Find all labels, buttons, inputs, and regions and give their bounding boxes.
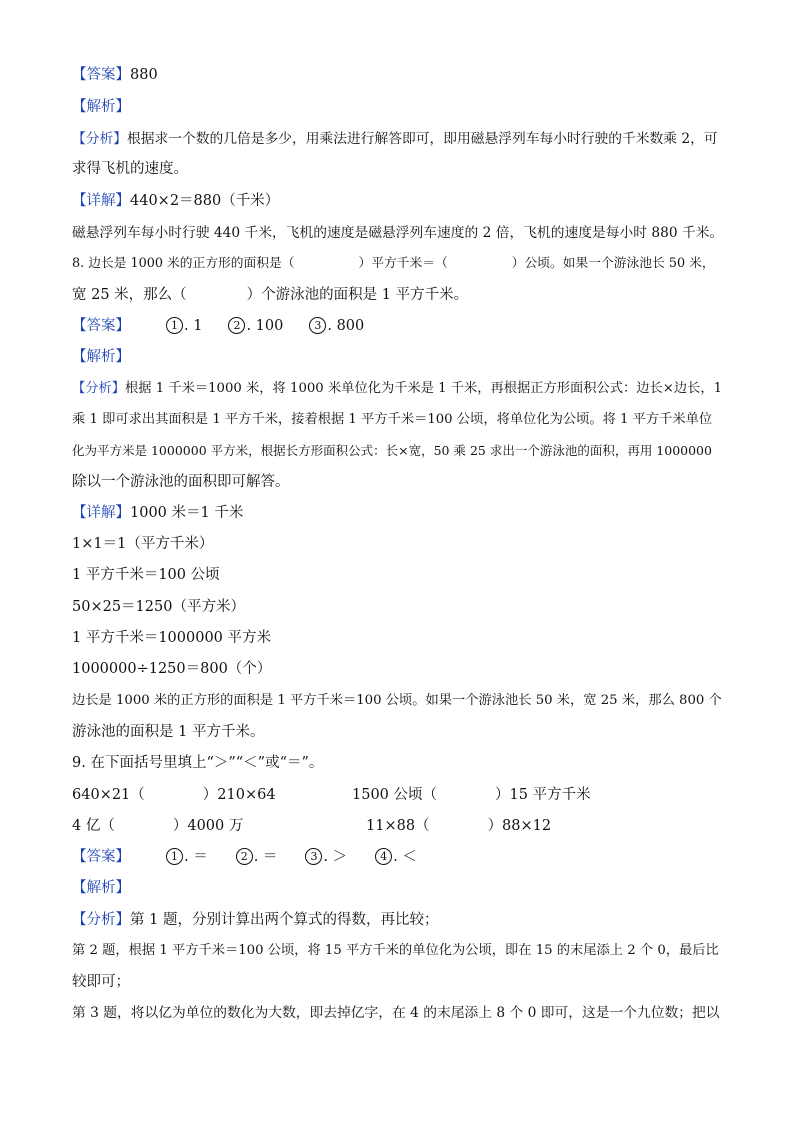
- xiangjie-step: 1000000÷1250＝800（个）: [72, 661, 272, 677]
- q8-fenxi-line-2: 乘 1 即可求出其面积是 1 平方千米，接着根据 1 平方千米＝100 公顷，将单位化为公顷。将 1 平方千米单位: [72, 412, 713, 427]
- q9-item-part: ）15 平方千米: [495, 787, 591, 803]
- answer-item: [309, 318, 364, 334]
- circled-number: 3: [305, 848, 322, 865]
- fenxi-tag: 【分析】: [72, 912, 130, 928]
- analysis-tag: 【解析】: [72, 880, 130, 896]
- q8-analysis-title: [72, 346, 722, 368]
- q9-fenxi-line-3: 较即可；: [72, 974, 130, 990]
- q8-conclusion-line-2: 游泳池的面积是 1 平方千米。: [72, 724, 265, 740]
- q8-conclusion-line-1: 边长是 1000 米的正方形的面积是 1 平方千米＝100 公顷。如果一个游泳池长 50 米，宽 25 米，那么 800 个: [72, 693, 722, 708]
- q8-fenxi-line-3: 化为平方米是 1000000 平方米，根据长方形面积公式：长×宽，50 乘 25 求出一个游泳池的面积，再用 1000000: [72, 443, 712, 458]
- q9-row-1: [72, 784, 722, 806]
- q9-item-part: 640×21（: [72, 787, 145, 803]
- q9-item: [72, 815, 243, 837]
- q9-item-part: 11×88（: [366, 818, 430, 834]
- answer-item-value: . 1: [184, 318, 203, 334]
- q9-fenxi-line-4: 第 3 题，将以亿为单位的数化为大数，即去掉亿字，在 4 的末尾添上 8 个 0 即可，这是一个九位数；把以: [72, 1005, 720, 1021]
- xiangjie-text: 440×2＝880（千米）: [130, 193, 280, 209]
- q9-analysis-title: [72, 877, 722, 899]
- q7-answer-line: [72, 64, 722, 86]
- xiangjie-tag: 【详解】: [72, 505, 130, 521]
- xiangjie-tag: 【详解】: [72, 193, 130, 209]
- q8-xiangjie-line: [72, 502, 722, 524]
- q9-fenxi-line-2: 第 2 题，根据 1 平方千米＝100 公顷，将 15 平方千米的单位化为公顷，即在 15 的末尾添上 2 个 0，最后比: [72, 943, 719, 958]
- q9-answer-line: [72, 846, 722, 868]
- q9-item-part: ）210×64: [202, 787, 276, 803]
- circled-number: 1: [166, 848, 183, 865]
- circled-number: 4: [375, 848, 392, 865]
- q9-row-2: [72, 815, 722, 837]
- answer-item-value: . 800: [327, 318, 365, 334]
- q8-text-part: 宽 25 米，那么（: [72, 287, 187, 303]
- xiangjie-step: 1 平方千米＝100 公顷: [72, 567, 220, 583]
- q8-fenxi-line-4: 除以一个游泳池的面积即可解答。: [72, 474, 290, 490]
- xiangjie-step: 1×1＝1（平方千米）: [72, 536, 214, 552]
- q7-analysis-title: [72, 96, 722, 118]
- q8-fenxi-line-1: [72, 378, 722, 400]
- q8-text-part: 8. 边长是 1000 米的正方形的面积是（: [72, 256, 295, 271]
- answer-item: [228, 318, 283, 334]
- fenxi-text: 根据 1 千米＝1000 米，将 1000 米单位化为千米是 1 千米，再根据正方形面积公式：边长×边长，1: [125, 381, 723, 396]
- q9-fenxi-line-1: [72, 909, 722, 931]
- q7-fenxi-line-1: [72, 128, 722, 150]
- q9-item: [352, 784, 591, 806]
- xiangjie-step: 1 平方千米＝1000000 平方米: [72, 630, 272, 646]
- q9-item-part: ）88×12: [487, 818, 552, 834]
- q8-question-line-1: [72, 253, 722, 275]
- q9-item-part: 4 亿（: [72, 818, 115, 834]
- fenxi-tag: 【分析】: [72, 381, 126, 396]
- q8-text-part: ）平方千米＝（: [358, 256, 448, 271]
- answer-item-value: . ＝: [184, 849, 208, 865]
- q9-item: [72, 784, 276, 806]
- answer-item: [166, 849, 208, 865]
- q8-answer-line: [72, 315, 722, 337]
- answer-item: [305, 849, 347, 865]
- q8-text-part: ）公顷。如果一个游泳池长 50 米，: [511, 256, 715, 271]
- q9-item-part: 1500 公顷（: [352, 787, 438, 803]
- answer-tag: 【答案】: [72, 849, 130, 865]
- fenxi-tag: 【分析】: [72, 131, 128, 147]
- analysis-tag: 【解析】: [72, 349, 130, 365]
- circled-number: 1: [166, 317, 183, 334]
- xiangjie-step: 1000 米＝1 千米: [130, 505, 244, 521]
- q9-item: [366, 815, 551, 837]
- fenxi-text: 第 1 题，分别计算出两个算式的得数，再比较；: [130, 912, 439, 928]
- answer-tag: 【答案】: [72, 67, 130, 83]
- answer-item: [166, 318, 202, 334]
- q9-title: 9. 在下面括号里填上“＞”“＜”或“＝”。: [72, 755, 324, 771]
- answer-item: [375, 849, 417, 865]
- answer-item-value: . ＞: [323, 849, 348, 865]
- q8-question-line-2: [72, 284, 722, 306]
- answer-item-value: . ＝: [253, 849, 278, 865]
- answer-tag: 【答案】: [72, 318, 130, 334]
- circled-number: 2: [236, 848, 253, 865]
- q7-conclusion: 磁悬浮列车每小时行驶 440 千米，飞机的速度是磁悬浮列车速度的 2 倍，飞机的速度是每小时 880 千米。: [72, 225, 724, 241]
- answer-item: [236, 849, 278, 865]
- q8-text-part: ）个游泳池的面积是 1 平方千米。: [246, 287, 469, 303]
- answer-item-value: . ＜: [393, 849, 417, 865]
- answer-item-value: . 100: [246, 318, 284, 334]
- circled-number: 2: [228, 317, 245, 334]
- q9-item-part: ）4000 万: [172, 818, 244, 834]
- answer-value: 880: [130, 67, 158, 83]
- fenxi-text: 根据求一个数的几倍是多少，用乘法进行解答即可，即用磁悬浮列车每小时行驶的千米数乘 2，可: [127, 131, 718, 147]
- xiangjie-step: 50×25＝1250（平方米）: [72, 599, 245, 615]
- q7-fenxi-line-2: 求得飞机的速度。: [72, 161, 188, 177]
- q7-xiangjie-line: [72, 190, 722, 212]
- analysis-tag: 【解析】: [72, 99, 130, 115]
- circled-number: 3: [309, 317, 326, 334]
